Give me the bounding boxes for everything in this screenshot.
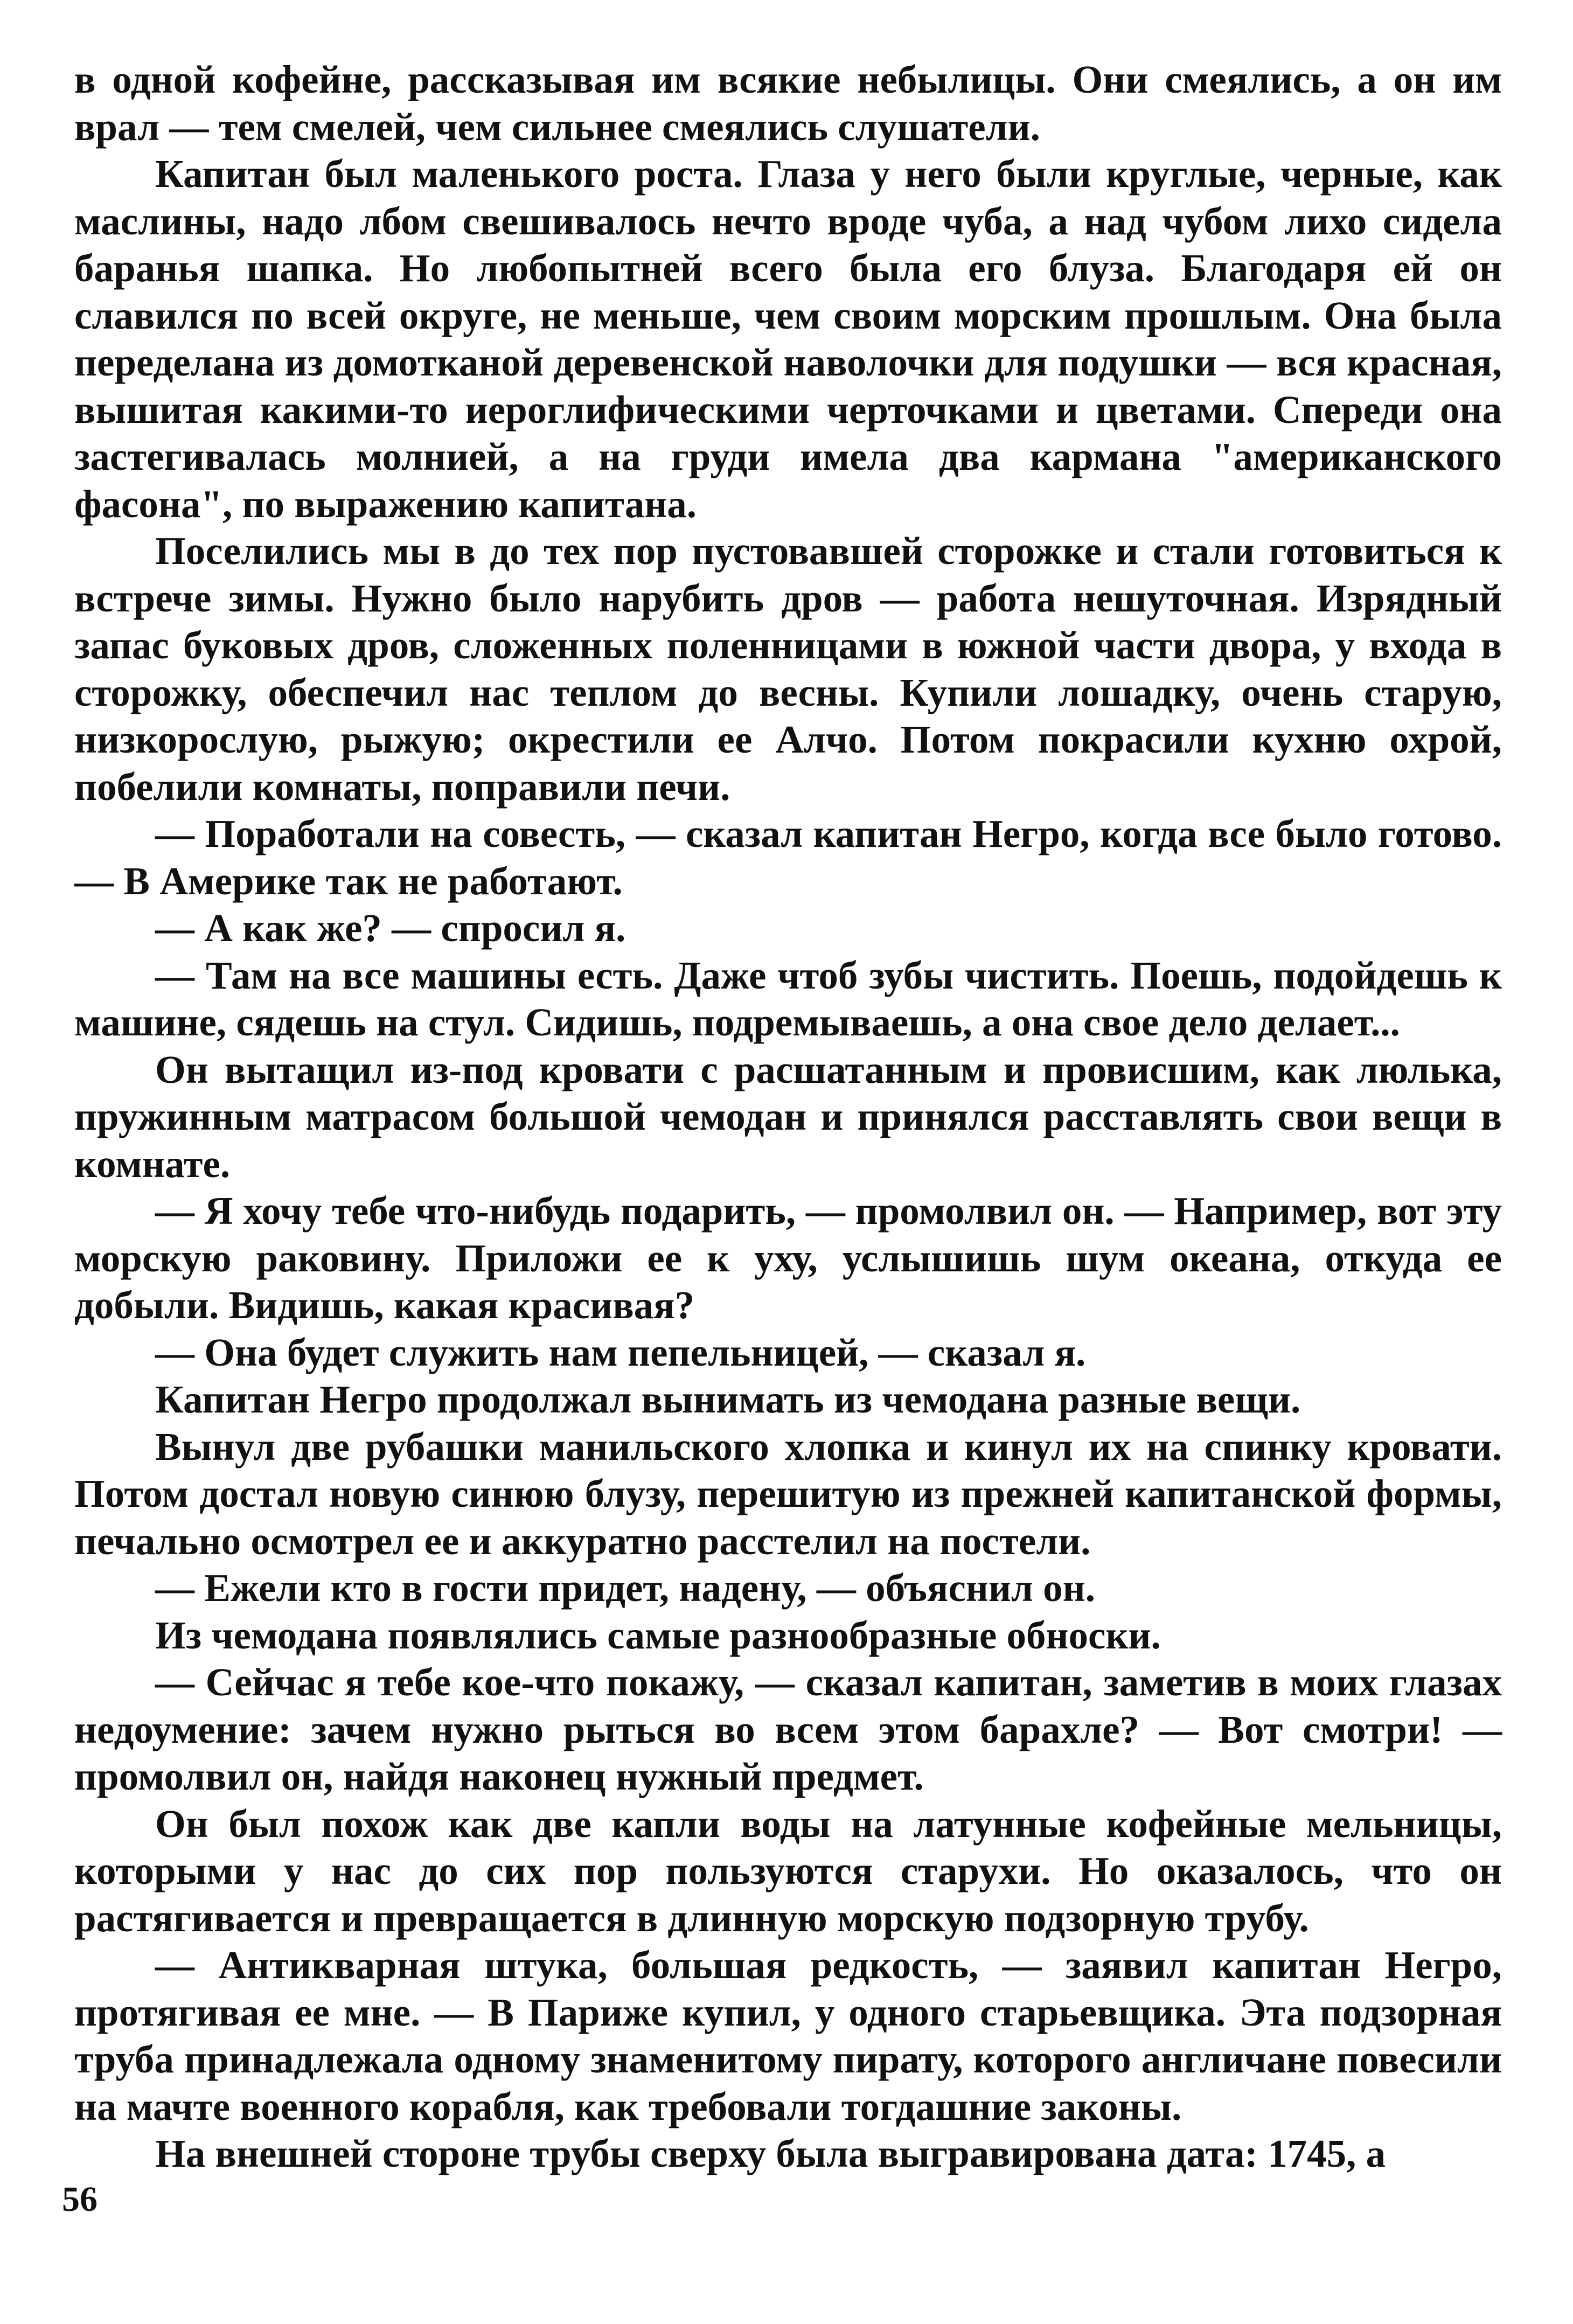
paragraph: — Поработали на совесть, — сказал капитан Негро, когда все было готово. — В Америке так не работают.: [74, 812, 1502, 903]
paragraph: Капитан был маленького роста. Глаза у него были круглые, черные, как маслины, надо лбом свешивалось нечто вроде чуба, а над чубом лихо сидела баранья шапка. Но любопытней всего была его блуза. Благодаря ей он славился по всей округе, не меньше, чем своим морским прошлым. Она была переделана из домотканой деревенской наволочки для подушки — вся красная, вышитая какими-то иероглифическими черточками и цветами. Спереди она застегивалась молнией, а на груди имела два кармана "американского фасона", по выражению капитана.: [74, 152, 1502, 526]
paragraph: Он вытащил из-под кровати с расшатанным и провисшим, как люлька, пружинным матрасом большой чемодан и принялся расставлять свои вещи в комнате.: [74, 1047, 1502, 1186]
paragraph: — Там на все машины есть. Даже чтоб зубы чистить. Поешь, подойдешь к машине, сядешь на стул. Сидишь, подремываешь, а она свое дело делает...: [74, 953, 1502, 1044]
paragraph: — Ежели кто в гости придет, надену, — объяснил он.: [155, 1566, 1095, 1610]
paragraph: — Сейчас я тебе кое-что покажу, — сказал капитан, заметив в моих глазах недоумение: зачем нужно рыться во всем этом барахле? — Вот смотри! — промолвил он, найдя наконец нужный предмет.: [74, 1660, 1502, 1798]
paragraph: Капитан Негро продолжал вынимать из чемодана разные вещи.: [155, 1377, 1301, 1421]
paragraph: — Я хочу тебе что-нибудь подарить, — промолвил он. — Например, вот эту морскую раковину. Приложи ее к уху, услышишь шум океана, откуда ее добыли. Видишь, какая красивая?: [74, 1189, 1502, 1327]
page-number: 56: [62, 2180, 98, 2219]
paragraph: Он был похож как две капли воды на латунные кофейные мельницы, которыми у нас до сих пор пользуются старухи. Но оказалось, что он растягивается и превращается в длинную морскую подзорную трубу.: [74, 1801, 1502, 1940]
paragraph: Вынул две рубашки манильского хлопка и кинул их на спинку кровати. Потом достал новую синюю блузу, перешитую из прежней капитанской формы, печально осмотрел ее и аккуратно расстелил на постели.: [74, 1424, 1502, 1563]
paragraph: Из чемодана появлялись самые разнообразные обноски.: [155, 1613, 1161, 1657]
body-text: [74, 56, 1502, 2177]
paragraph: На внешней стороне трубы сверху была выгравирована дата: 1745, а: [155, 2132, 1386, 2175]
paragraph: Поселились мы в до тех пор пустовавшей сторожке и стали готовиться к встрече зимы. Нужно было нарубить дров — работа нешуточная. Изрядный запас буковых дров, сложенных поленницами в южной части двора, у входа в сторожку, обеспечил нас теплом до весны. Купили лошадку, очень старую, низкорослую, рыжую; окрестили ее Алчо. Потом покрасили кухню охрой, побелили комнаты, поправили печи.: [74, 529, 1502, 809]
paragraph: в одной кофейне, рассказывая им всякие небылицы. Они смеялись, а он им врал — тем смелей, чем сильнее смеялись слушатели.: [74, 58, 1502, 149]
paragraph: — А как же? — спросил я.: [155, 906, 626, 950]
paragraph: — Антикварная штука, большая редкость, — заявил капитан Негро, протягивая ее мне. — В Париже купил, у одного старьевщика. Эта подзорная труба принадлежала одному знаменитому пирату, которого англичане повесили на мачте военного корабля, как требовали тогдашние законы.: [74, 1943, 1502, 2128]
paragraph: — Она будет служить нам пепельницей, — сказал я.: [155, 1330, 1086, 1374]
